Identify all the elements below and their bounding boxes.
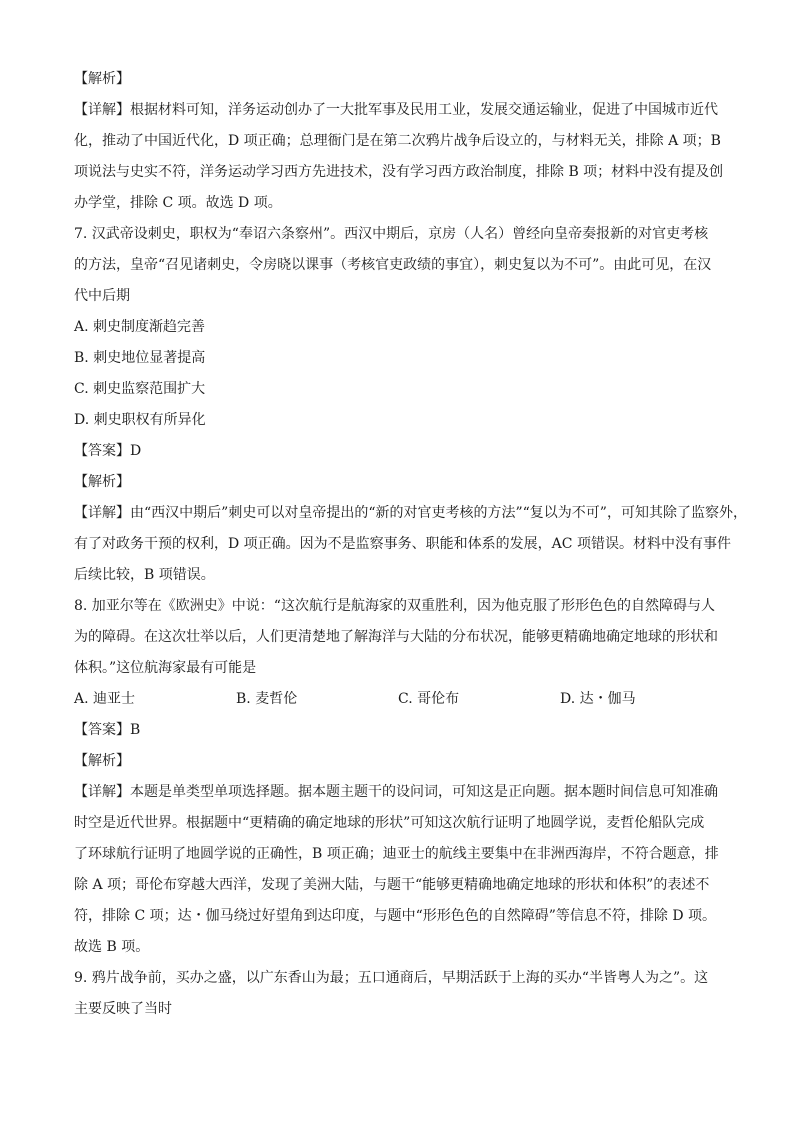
analysis-label: 【解析】	[74, 71, 130, 87]
option-c: C. 哥伦布	[398, 691, 460, 707]
options-row	[74, 684, 724, 715]
analysis-line: 了环球航行证明了地圆学说的正确性，B 项正确；迪亚士的航线主要集中在非洲西海岸，不符合题意，排	[74, 846, 719, 862]
analysis-line: 故选 B 项。	[74, 939, 150, 955]
option-a: A. 迪亚士	[74, 691, 136, 707]
document-page	[74, 64, 747, 1025]
analysis-line: 【详解】本题是单类型单项选择题。据本题主题干的设问词，可知这是正向题。据本题时间信息可知准确	[74, 784, 718, 800]
question-8	[74, 591, 724, 963]
question-stem-line: 9. 鸦片战争前，买办之盛，以广东香山为最；五口通商后，早期活跃于上海的买办“半皆粤人为之”。这	[74, 970, 709, 986]
analysis-line: 符，排除 C 项；达・伽马绕过好望角到达印度，与题中“形形色色的自然障碍”等信息不符，排除 D 项。	[74, 908, 717, 924]
analysis-label: 【解析】	[74, 474, 130, 490]
question-stem-line: 的方法，皇帝“召见诸刺史，令房晓以课事（考核官吏政绩的事宜），刺史复以为不可”。由此可见，在汉	[74, 257, 712, 273]
question-7	[74, 219, 747, 591]
question-stem-line: 8. 加亚尔等在《欧洲史》中说：“这次航行是航海家的双重胜利，因为他克服了形形色色的自然障碍与人	[74, 598, 715, 614]
question-stem-line: 体积。”这位航海家最有可能是	[74, 660, 257, 676]
option-d: D. 达・伽马	[560, 691, 636, 707]
analysis-line: 时空是近代世界。根据题中“更精确的确定地球的形状”可知这次航行证明了地圆学说，麦哲伦船队完成	[74, 815, 705, 831]
analysis-line: 项说法与史实不符，洋务运动学习西方先进技术，没有学习西方政治制度，排除 B 项；材料中没有提及创	[74, 164, 724, 180]
question-stem-line: 主要反映了当时	[74, 1001, 172, 1017]
question-stem-line: 代中后期	[74, 288, 130, 304]
analysis-line: 【详解】根据材料可知，洋务运动创办了一大批军事及民用工业，发展交通运输业，促进了中国城市近代	[74, 102, 718, 118]
option-d: D. 刺史职权有所异化	[74, 412, 206, 428]
analysis-line: 【详解】由“西汉中期后”刺史可以对皇帝提出的“新的对官吏考核的方法”“复以为不可”，可知其除了监察外，	[74, 505, 747, 521]
question-stem-line: 为的障碍。在这次壮举以后，人们更清楚地了解海洋与大陆的分布状况，能够更精确地确定地球的形状和	[74, 629, 718, 645]
analysis-line: 后续比较，B 项错误。	[74, 567, 215, 583]
option-c: C. 刺史监察范围扩大	[74, 381, 206, 397]
analysis-line: 除 A 项；哥伦布穿越大西洋，发现了美洲大陆，与题干“能够更精确地确定地球的形状和体积”的表述不	[74, 877, 710, 893]
option-b: B. 麦哲伦	[236, 691, 298, 707]
analysis-label: 【解析】	[74, 753, 130, 769]
analysis-line: 化，推动了中国近代化，D 项正确；总理衙门是在第二次鸦片战争后设立的，与材料无关，排除 A 项；B	[74, 133, 721, 149]
analysis-detail	[74, 95, 724, 219]
analysis-line: 有了对政务干预的权利，D 项正确。因为不是监察事务、职能和体系的发展，AC 项错误。材料中没有事件	[74, 536, 731, 552]
answer-label: 【答案】B	[74, 722, 141, 738]
option-b: B. 刺史地位显著提高	[74, 350, 206, 366]
question-stem-line: 7. 汉武帝设刺史，职权为“奉诏六条察州”。西汉中期后，京房（人名）曾经向皇帝奏报新的对官吏考核	[74, 226, 709, 242]
option-a: A. 刺史制度渐趋完善	[74, 319, 206, 335]
analysis-line: 办学堂，排除 C 项。故选 D 项。	[74, 195, 282, 211]
answer-label: 【答案】D	[74, 443, 142, 459]
question-9	[74, 963, 724, 1025]
